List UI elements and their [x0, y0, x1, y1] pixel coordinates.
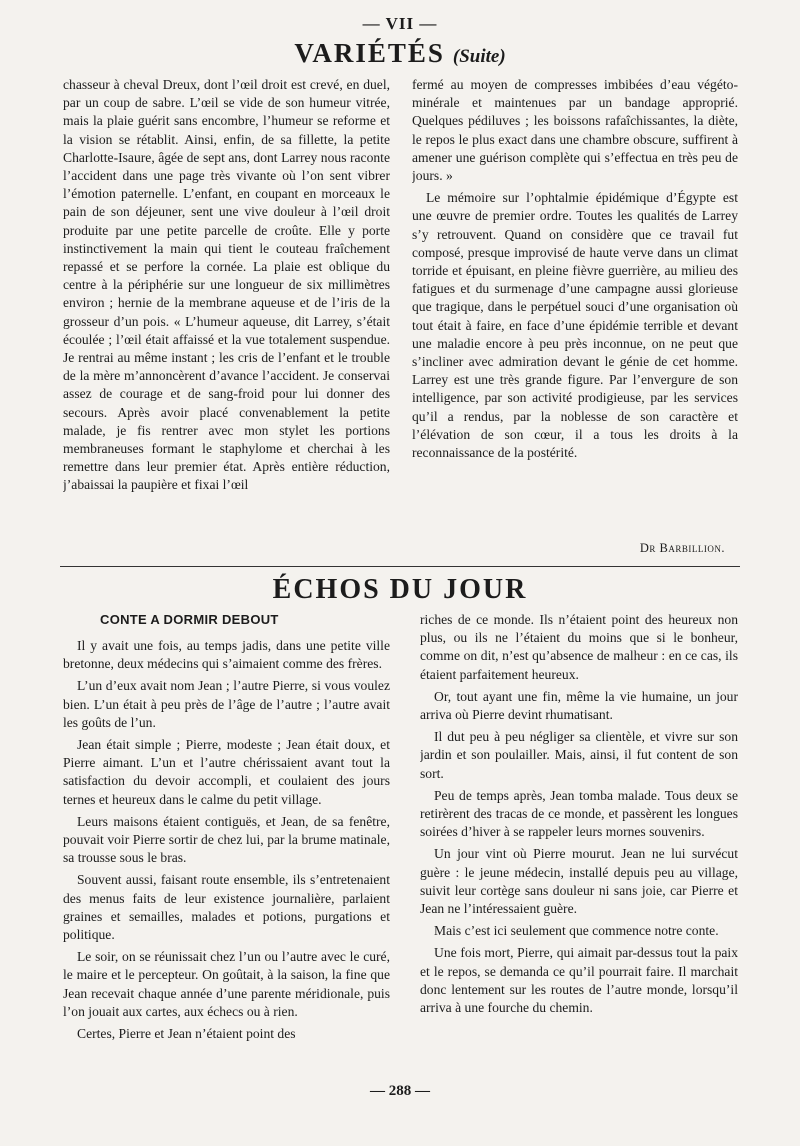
- section-title: [0, 38, 800, 69]
- paragraph: Or, tout ayant une fin, même la vie humaine, un jour arriva où Pierre devint rhumatisant.: [420, 688, 738, 723]
- paragraph: Certes, Pierre et Jean n’étaient point des: [77, 1026, 296, 1042]
- paragraph: Souvent aussi, faisant route ensemble, ils s’entretenaient des menus faits de leur existence journalière, parlaient graines et semailles, malades et potions, purgations et politique.: [63, 872, 390, 943]
- echos-left-column: [63, 637, 390, 1082]
- paragraph: Leurs maisons étaient contiguës, et Jean, de sa fenêtre, pouvait voir Pierre sortir de chez lui, par la brume matinale, sa trousse sous le bras.: [63, 813, 390, 866]
- section-title-suite: (Suite): [452, 46, 506, 67]
- varietes-right-column: [412, 76, 738, 546]
- story-subtitle: CONTE A DORMIR DEBOUT: [100, 612, 279, 627]
- paragraph: Il dut peu à peu négliger sa clientèle, et vivre sur son jardin et son poulailler. Mais, ainsi, il fut content de son sort.: [420, 729, 738, 781]
- paragraph: L’un d’eux avait nom Jean ; l’autre Pierre, si vous voulez bien. L’un était à peu près de l’âge de l’autre ; l’autre avait les goûts de l’un.: [63, 678, 390, 730]
- section-title-main: VARIÉTÉS: [294, 38, 445, 68]
- paragraph: fermé au moyen de compresses imbibées d’eau végéto-minérale et maintenues par un bandage approprié. Quelques pédiluves ; les boissons rafaîchissantes, la diète, le repos le plus exact dans une chambre obscure, suffirent à amener une guérison complète qui s’effectua en très peu de jours. »: [412, 77, 738, 184]
- paragraph: Mais c’est ici seulement que commence notre conte.: [434, 923, 719, 939]
- paragraph: riches de ce monde. Ils n’étaient point des heureux non plus, ou ils ne l’étaient du moins que si le bonheur, comme on dit, n’est qu’absence de malheur : en ce cas, ils étaient parfaitement heureux.: [420, 612, 738, 682]
- section-divider: [60, 566, 740, 567]
- paragraph: Le soir, on se réunissait chez l’un ou l’autre avec le curé, le maire et le percepteur. On goûtait, à la saison, la fine que Jean recevait chaque année d’une parente méridionale, puis l’on jouait aux cartes, aux échecs ou à rien.: [63, 949, 390, 1019]
- paragraph: Peu de temps après, Jean tomba malade. Tous deux se retirèrent des tracas de ce monde, et passèrent les longues soirées d’hiver à se rappeler leurs mornes souvenirs.: [420, 787, 738, 840]
- paragraph: Un jour vint où Pierre mourut. Jean ne lui survécut guère : le jeune médecin, installé depuis peu au village, suivit leur cortège sans douleur ni sans joie, car Pierre et Jean ne l’intéressaient guère.: [420, 846, 738, 917]
- varietes-left-column: [63, 76, 390, 556]
- echos-right-column: [420, 611, 738, 1081]
- paragraph: chasseur à cheval Dreux, dont l’œil droit est crevé, en duel, par un coup de sabre. L’œil se vide de son humeur vitrée, mais la plaie guérit sans encombre, l’humeur se reforme et la vision se rétablit. Ainsi, enfin, de sa fillette, la petite Charlotte-Isaure, âgée de sept ans, dont Larrey nous raconte l’accident dans une page très vivante où l’on sent vibrer l’émotion paternelle. L’enfant, en coupant en morceaux le pain de son déjeuner, sent une vive douleur à l’œil droit produite par une petite parcelle de croûte. Elle y porte instinctivement la main qui tient le couteau fraîchement repassé et se perfore la cornée. La plaie est oblique du centre à la périphérie sur une longueur de six millimètres environ ; hernie de la membrane aqueuse et de l’iris de la grosseur d’un pois. « L’humeur aqueuse, dit Larrey, s’était écoulée ; l’œil était affaissé et la vue totalement suspendue. Je rentrai au même instant ; les cris de l’enfant et le trouble de la mère m’annoncèrent d’avance l’accident. Je conservai assez de courage et de sang-froid pour lui donner des secours. Après avoir placé convenablement la petite malade, je fis rentrer avec mon stylet les portions membraneuses formant le staphylome et cherchai à les remettre dans leur premier état. Après entière réduction, j’abaissai la paupière et fixai l’œil: [63, 77, 390, 493]
- page-number: — 288 —: [370, 1083, 430, 1099]
- echos-title: ÉCHOS DU JOUR: [272, 574, 528, 605]
- paragraph: Le mémoire sur l’ophtalmie épidémique d’Égypte est une œuvre de premier ordre. Toutes les qualités de Larrey s’y retrouvent. Quand on considère que ce travail fut composé, presque improvisé de haute verve dans un climat torride et épuisant, en pleine fièvre guerrière, au milieu des fatigues et du surmenage d’une campagne aussi glorieuse que tragique, dans le perpétuel souci d’une organisation où tout était à faire, en face d’une épidémie terrible et devant une maladie encore à peu près inconnue, on ne peut que s’incliner avec admiration devant le génie de cet homme. Larrey est une très grande figure. Par l’envergure de son intelligence, par son activité prodigieuse, par les services qu’il a rendus, par la noblesse de son caractère et l’élévation de son cœur, il a tous les droits à la reconnaissance de la postérité.: [412, 190, 738, 461]
- paragraph: Une fois mort, Pierre, qui aimait par-dessus tout la paix et le repos, se demanda ce qu’il pourrait faire. Il marchait donc lentement sur les routes de l’autre monde, lorsqu’il arriva à une fourche du chemin.: [420, 945, 738, 1016]
- author-signature: Dr Barbillion.: [639, 541, 725, 555]
- page-header-roman: — VII —: [362, 14, 438, 33]
- paragraph: Il y avait une fois, au temps jadis, dans une petite ville bretonne, deux médecins qui s’aimaient comme des frères.: [63, 638, 390, 672]
- paragraph: Jean était simple ; Pierre, modeste ; Jean était doux, et Pierre aimant. L’un et l’autre chérissaient avant tout la satisfaction du devoir accompli, et coulaient des jours ternes et heureux dans le calme du petit village.: [63, 737, 390, 807]
